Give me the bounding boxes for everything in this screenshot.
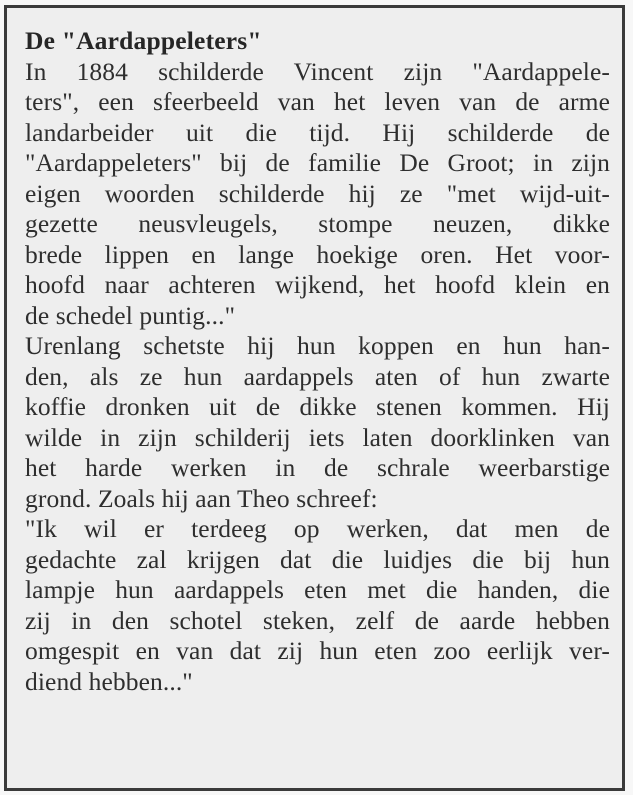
- paragraph-line: "Aardappeleters" bij de familie De Groot; in zijn: [25, 148, 610, 177]
- quote-line: lampje hun aardappels eten met die handen, die: [25, 575, 610, 604]
- paragraph-line: landarbeider uit die tijd. Hij schilderde de: [25, 117, 610, 147]
- paragraph-line: Urenlang schetste hij hun koppen en hun han-: [25, 331, 610, 360]
- paragraph-line: eigen woorden schilderde hij ze "met wijd-uit-: [25, 178, 610, 208]
- paragraph-line: het harde werken in de schrale weerbarstige: [25, 453, 610, 482]
- paragraph-line: wilde in zijn schilderij iets laten doorklinken van: [25, 422, 610, 452]
- paragraph-line: koffie dronken uit de dikke stenen kommen. Hij: [25, 392, 610, 421]
- paragraph-line: den, als ze hun aardappels aten of hun zwarte: [25, 361, 610, 391]
- paragraph-line: de schedel puntig...": [25, 300, 236, 330]
- quote-line: omgespit en van dat zij hun eten zoo eerlijk ver-: [25, 636, 610, 665]
- quote-line: diend hebben...": [25, 666, 193, 696]
- quote-line: "Ik wil er terdeeg op werken, dat men de: [25, 514, 610, 543]
- article-title: De "Aardappeleters": [25, 26, 262, 55]
- paragraph-line: grond. Zoals hij aan Theo schreef:: [25, 483, 378, 513]
- article-content: [25, 26, 610, 697]
- paragraph-line: hoofd naar achteren wijkend, het hoofd klein en: [25, 270, 610, 299]
- quote-line: gedachte zal krijgen dat die luidjes die bij hun: [25, 544, 610, 574]
- text-box-frame: [4, 5, 625, 791]
- paragraph-line: In 1884 schilderde Vincent zijn "Aardappele-: [25, 56, 610, 86]
- paragraph-line: gezette neusvleugels, stompe neuzen, dikke: [25, 209, 610, 238]
- paragraph-line: brede lippen en lange hoekige oren. Het voor-: [25, 239, 610, 269]
- paragraph-line: ters", een sfeerbeeld van het leven van de arme: [25, 87, 610, 116]
- quote-line: zij in den schotel steken, zelf de aarde hebben: [25, 605, 610, 635]
